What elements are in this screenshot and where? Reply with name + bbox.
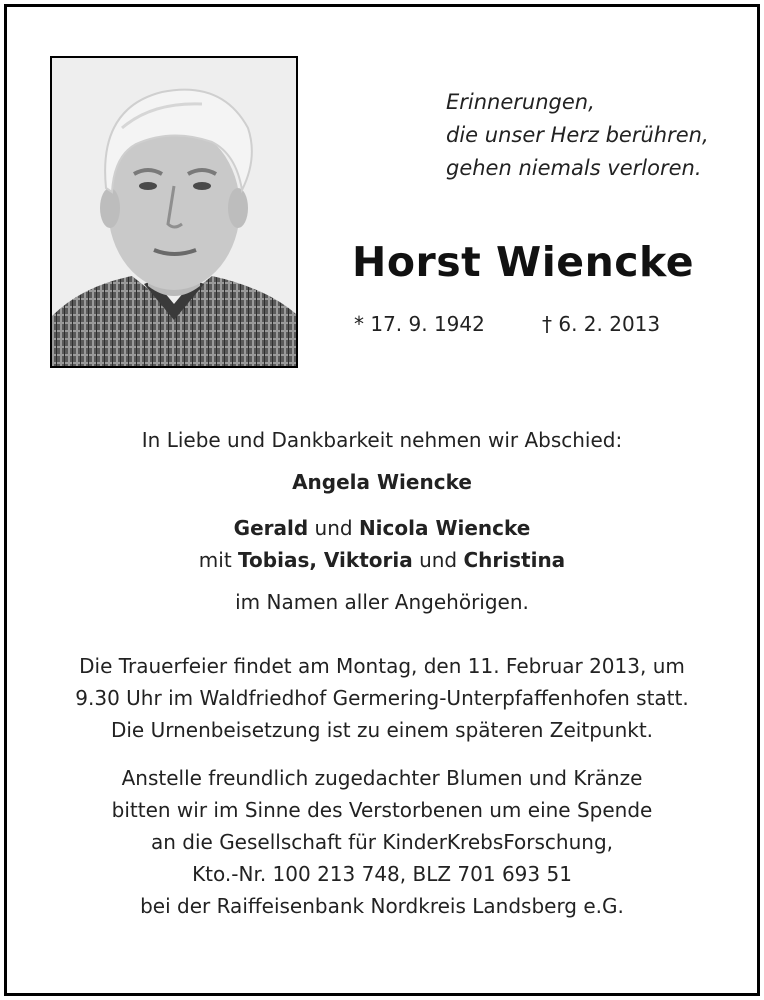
farewell-intro: In Liebe und Dankbarkeit nehmen wir Abschied: — [141, 428, 623, 452]
donation-line: Anstelle freundlich zugedachter Blumen und Kränze — [121, 766, 643, 790]
mourner-spouse: Angela Wiencke — [292, 470, 472, 494]
preposition: mit — [198, 548, 232, 572]
portrait-photo — [50, 56, 298, 368]
mourners-closing: im Namen aller Angehörigen. — [235, 590, 529, 614]
quote-line: Erinnerungen, — [446, 90, 595, 114]
donation-line: bei der Raiffeisenbank Nordkreis Landsberg e.G. — [140, 894, 624, 918]
mourner-couple: Nicola Wiencke — [358, 516, 531, 540]
quote-line: die unser Herz berühren, — [446, 123, 709, 147]
memorial-quote — [446, 86, 736, 185]
mourner-grandchildren: Tobias, Viktoria — [238, 548, 413, 572]
donation-line: bitten wir im Sinne des Verstorbenen um eine Spende — [111, 798, 653, 822]
ceremony-line: 9.30 Uhr im Waldfriedhof Germering-Unterpfaffenhofen statt. — [75, 686, 689, 710]
donation-line: an die Gesellschaft für KinderKrebsForschung, — [150, 830, 613, 854]
birth-date: * 17. 9. 1942 — [354, 312, 485, 336]
ceremony-line: Die Urnenbeisetzung ist zu einem späteren Zeitpunkt. — [110, 718, 654, 742]
ceremony-line: Die Trauerfeier findet am Montag, den 11. Februar 2013, um — [79, 654, 685, 678]
mourner-grandchild: Christina — [463, 548, 566, 572]
conjunction: und — [419, 548, 458, 572]
deceased-name: Horst Wiencke — [352, 238, 695, 286]
portrait-illustration — [52, 58, 296, 366]
mourner-family-line — [0, 516, 764, 540]
mourner-grandchildren-line — [0, 548, 764, 572]
mourner-son: Gerald — [233, 516, 309, 540]
conjunction: und — [314, 516, 353, 540]
donation-line: Kto.-Nr. 100 213 748, BLZ 701 693 51 — [192, 862, 572, 886]
death-date: † 6. 2. 2013 — [542, 312, 661, 336]
quote-line: gehen niemals verloren. — [446, 156, 702, 180]
life-dates — [354, 312, 661, 336]
